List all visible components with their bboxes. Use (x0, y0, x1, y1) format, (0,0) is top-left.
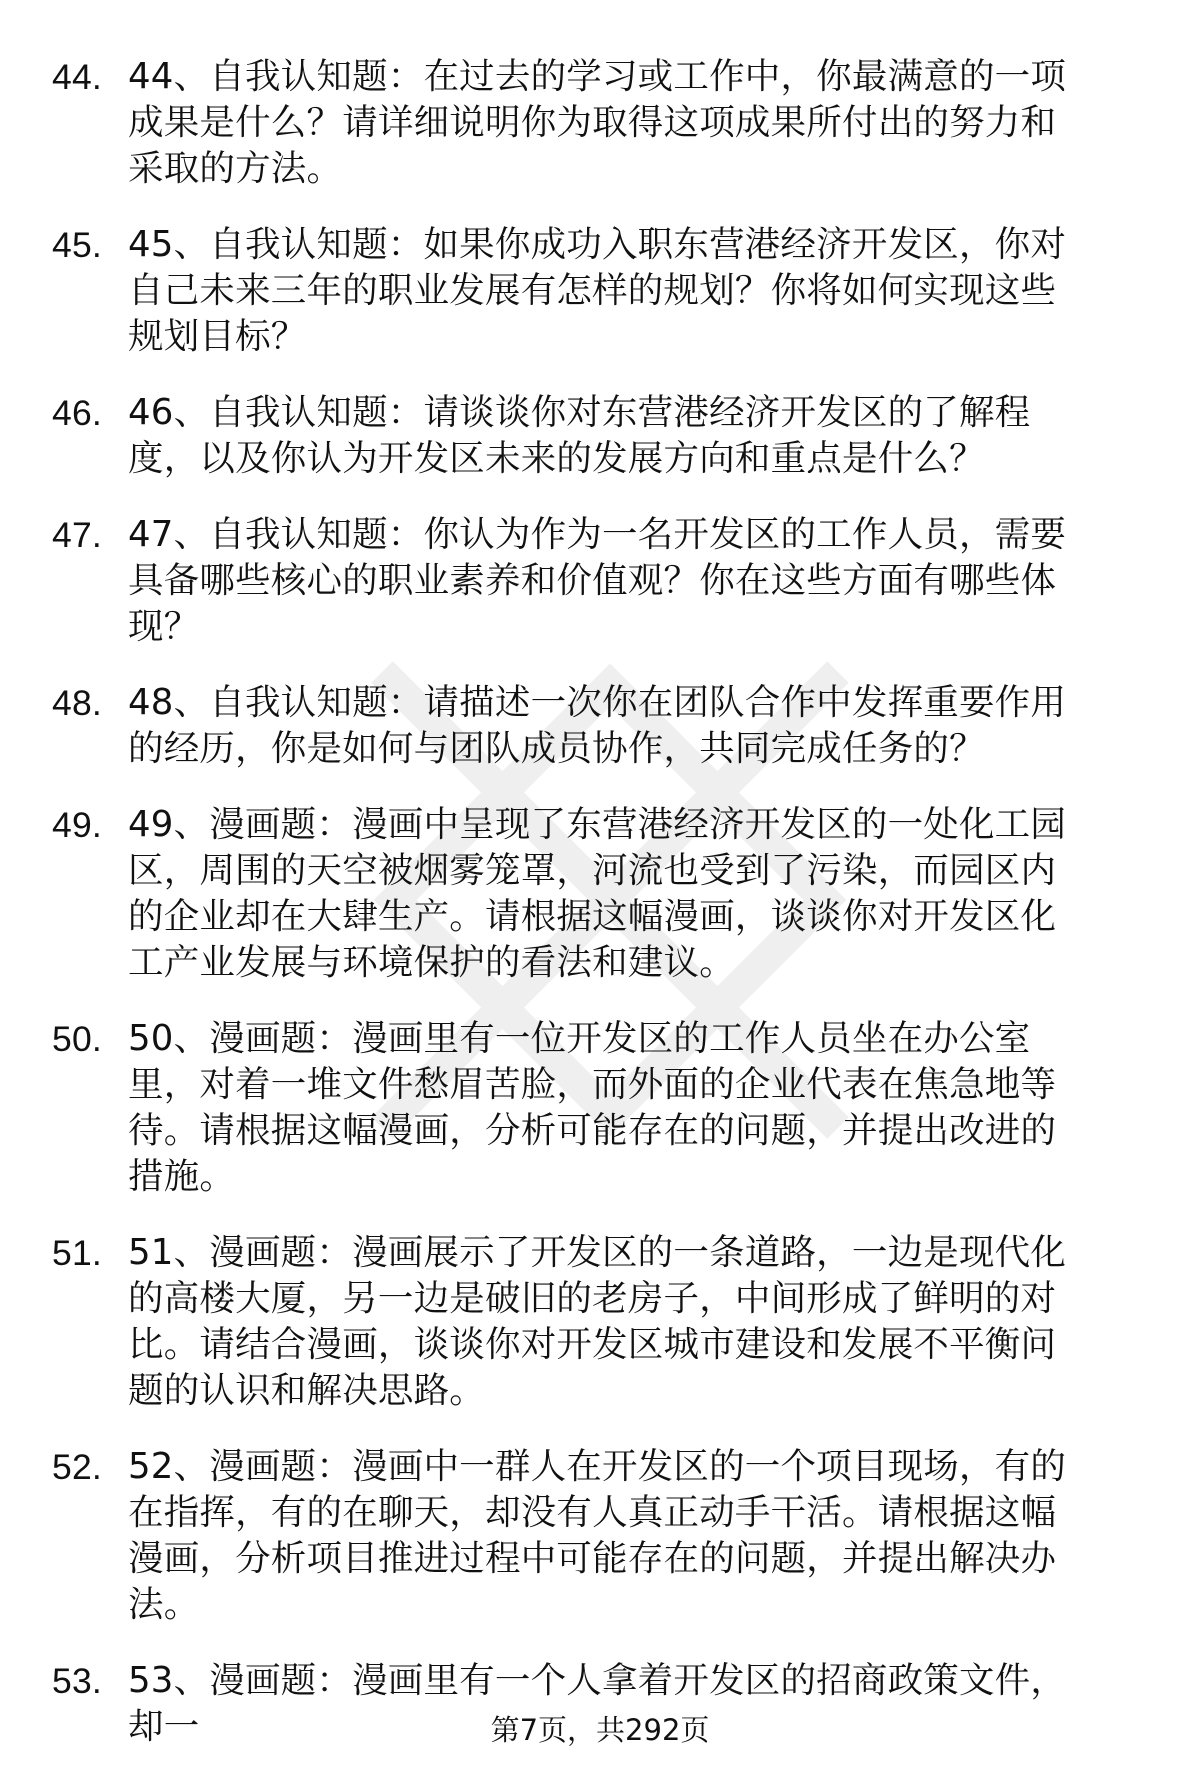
list-item (0, 54, 1200, 192)
list-item (0, 390, 1200, 482)
question-number: 51. (52, 1233, 102, 1273)
list-item (0, 222, 1200, 360)
question-text: 51、漫画题：漫画展示了开发区的一条道路，一边是现代化的高楼大厦，另一边是破旧的老房子，中间形成了鲜明的对比。请结合漫画，谈谈你对开发区城市建设和发展不平衡问题的认识和解决思路。 (128, 1232, 1067, 1411)
question-text: 53、漫画题：漫画里有一个人拿着开发区的招商政策文件，却一 (128, 1660, 1067, 1747)
list-item (0, 1444, 1200, 1628)
question-text: 47、自我认知题：你认为作为一名开发区的工作人员，需要具备哪些核心的职业素养和价值观？你在这些方面有哪些体现？ (128, 514, 1067, 647)
list-item (0, 802, 1200, 986)
question-number: 49. (52, 805, 102, 845)
question-number: 50. (52, 1019, 102, 1059)
question-number: 45. (52, 225, 102, 265)
list-item (0, 512, 1200, 650)
question-number: 46. (52, 393, 102, 433)
question-number: 44. (52, 57, 102, 97)
question-text: 49、漫画题：漫画中呈现了东营港经济开发区的一处化工园区，周围的天空被烟雾笼罩，河流也受到了污染，而园区内的企业却在大肆生产。请根据这幅漫画，谈谈你对开发区化工产业发展与环境保护的看法和建议。 (128, 804, 1067, 983)
question-text: 52、漫画题：漫画中一群人在开发区的一个项目现场，有的在指挥，有的在聊天，却没有人真正动手干活。请根据这幅漫画，分析项目推进过程中可能存在的问题，并提出解决办法。 (128, 1446, 1067, 1625)
list-item (0, 1016, 1200, 1200)
question-number: 48. (52, 683, 102, 723)
question-text: 48、自我认知题：请描述一次你在团队合作中发挥重要作用的经历，你是如何与团队成员协作，共同完成任务的？ (128, 682, 1067, 769)
question-list (0, 54, 1200, 1780)
question-number: 47. (52, 515, 102, 555)
list-item (0, 1230, 1200, 1414)
question-text: 45、自我认知题：如果你成功入职东营港经济开发区，你对自己未来三年的职业发展有怎样的规划？你将如何实现这些规划目标？ (128, 224, 1067, 357)
question-number: 52. (52, 1447, 102, 1487)
question-text: 46、自我认知题：请谈谈你对东营港经济开发区的了解程度，以及你认为开发区未来的发展方向和重点是什么？ (128, 392, 1031, 479)
question-number: 53. (52, 1661, 102, 1701)
page-footer: 第7页，共292页 (490, 1713, 710, 1747)
question-text: 50、漫画题：漫画里有一位开发区的工作人员坐在办公室里，对着一堆文件愁眉苦脸，而外面的企业代表在焦急地等待。请根据这幅漫画，分析可能存在的问题，并提出改进的措施。 (128, 1018, 1057, 1197)
list-item (0, 680, 1200, 772)
question-text: 44、自我认知题：在过去的学习或工作中，你最满意的一项成果是什么？请详细说明你为取得这项成果所付出的努力和采取的方法。 (128, 56, 1067, 189)
